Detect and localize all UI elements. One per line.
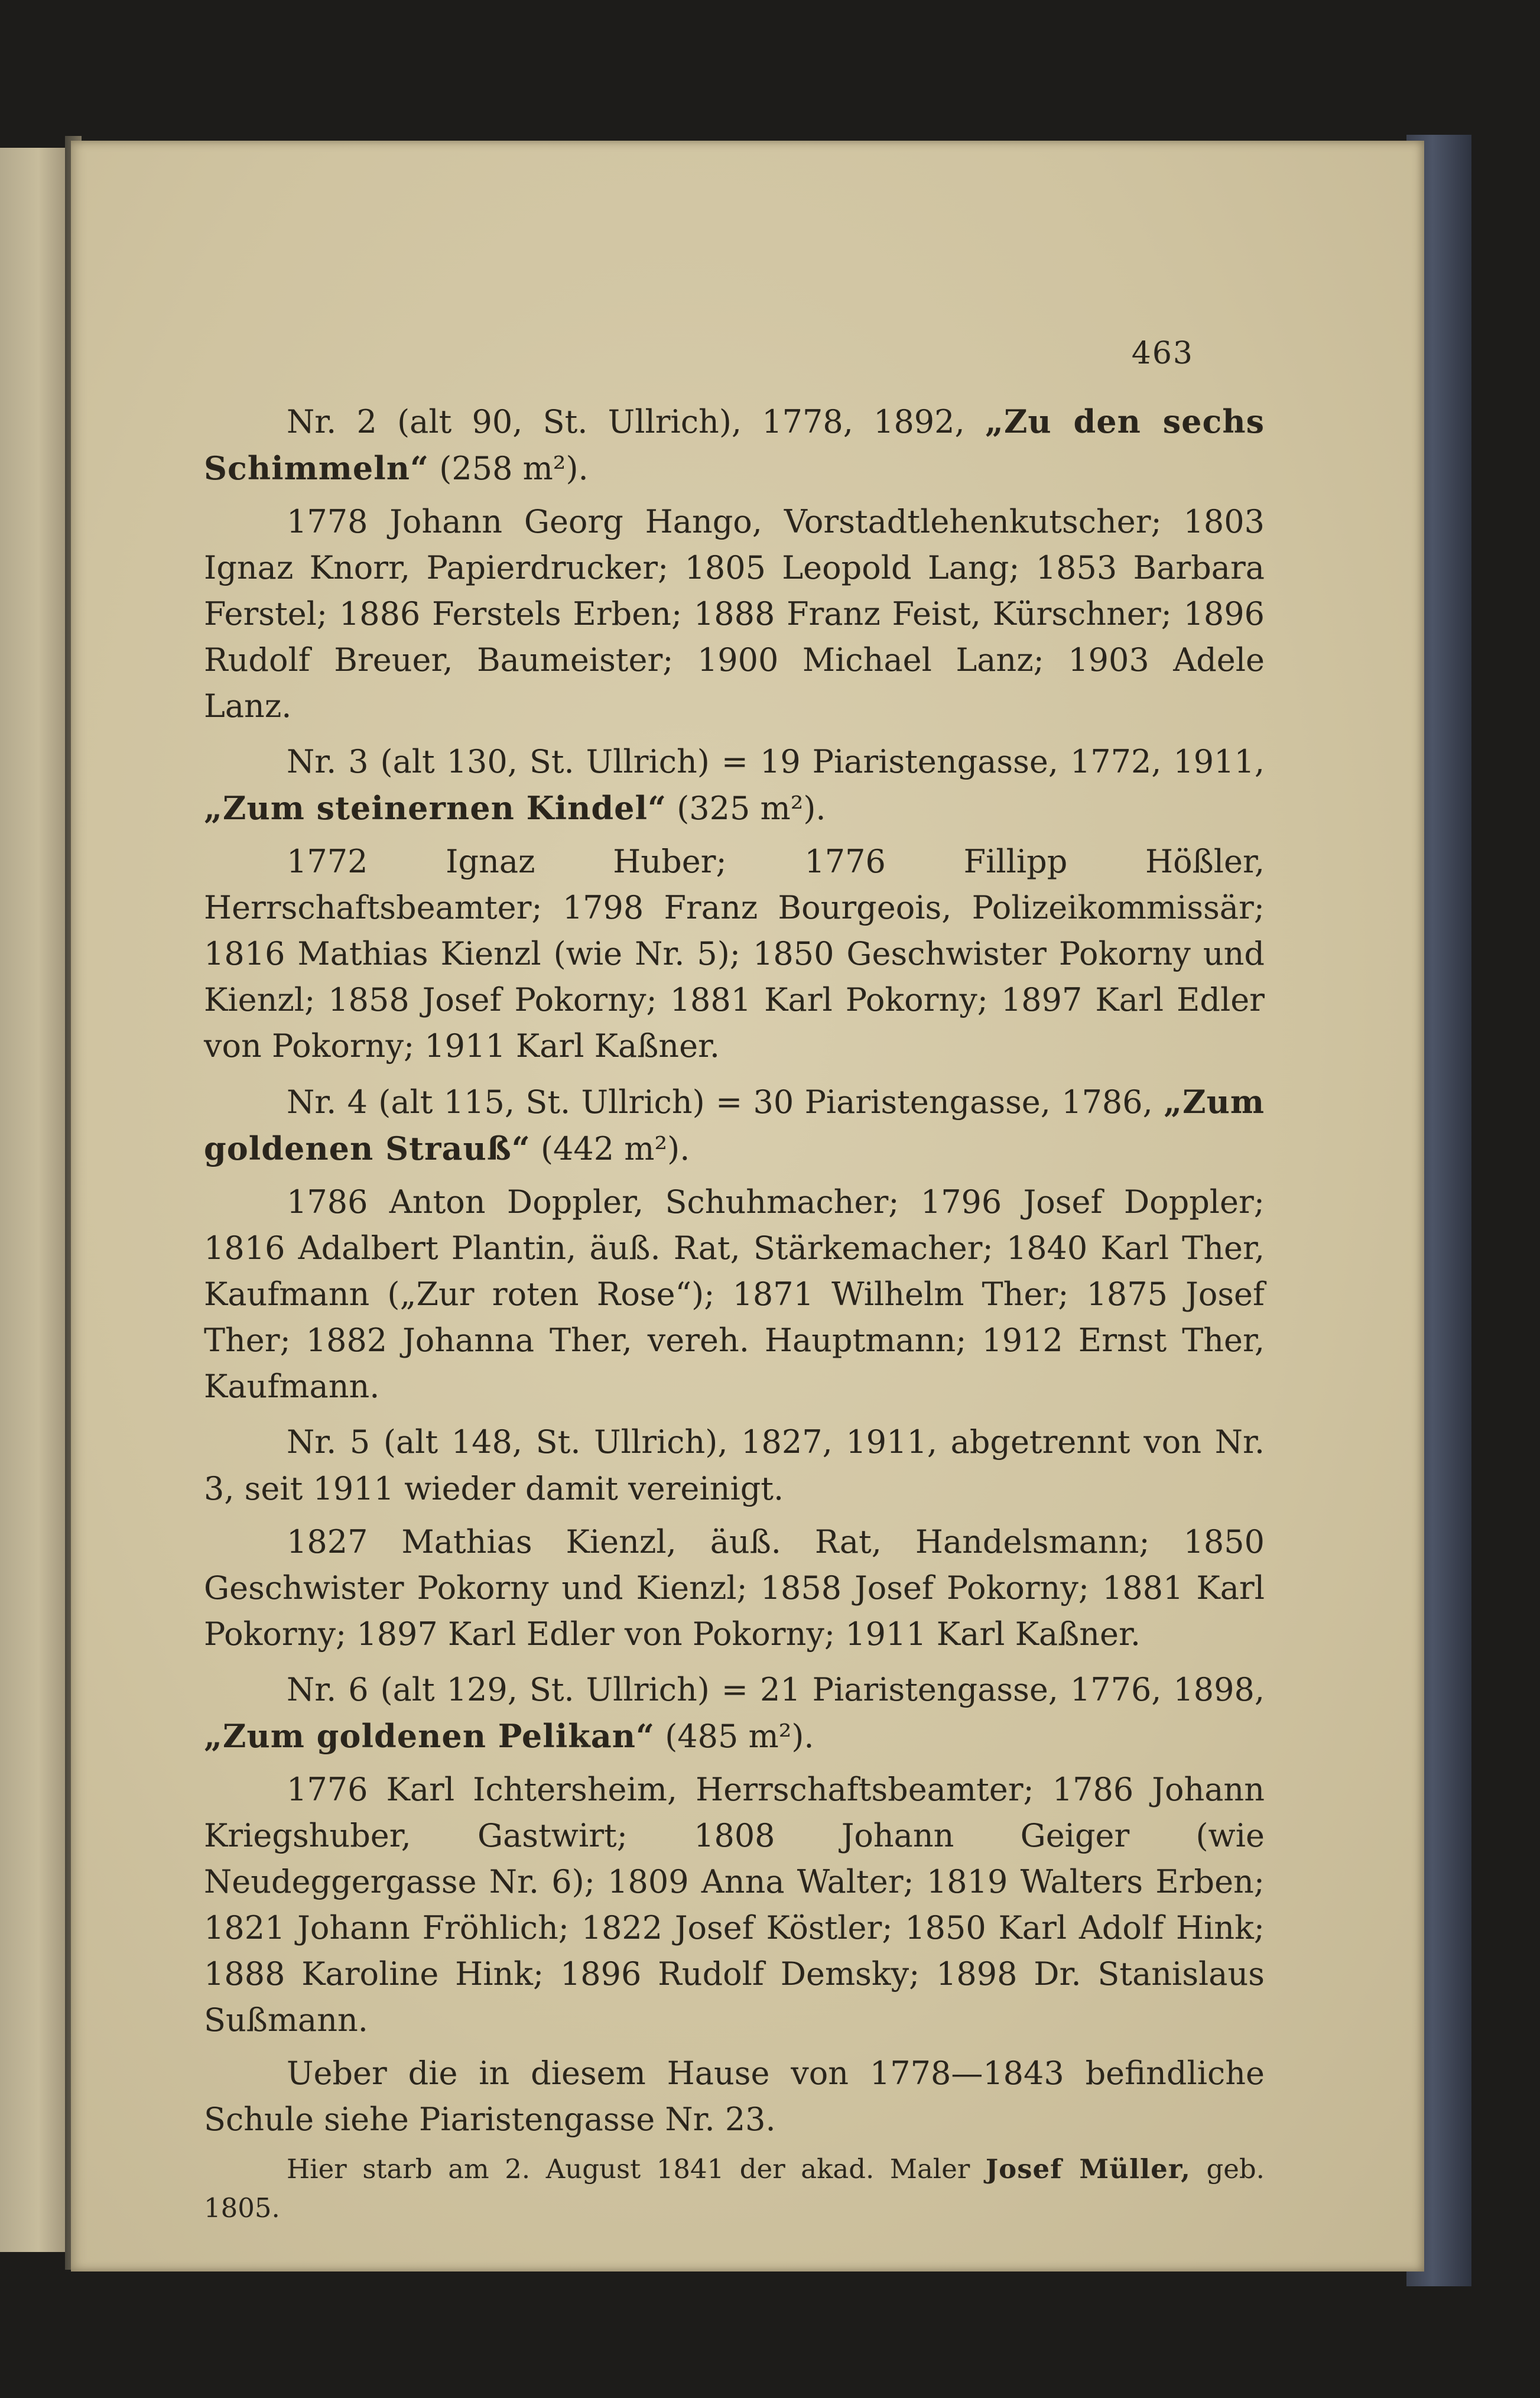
owner-history: 1827 Mathias Kienzl, äuß. Rat, Handelsmann; 1850 Geschwister Pokorny und Kienzl; 1858 Josef Pokorny; 1881 Karl Pokorny; 1897 Karl Edler von Pokorny; 1911 Karl Kaßner. [204, 1523, 1265, 1653]
entry-heading-text: Nr. 2 (alt 90, St. Ullrich), 1778, 1892, [287, 403, 985, 440]
left-page-edge [0, 148, 70, 2252]
entry-area: (325 m²). [667, 790, 826, 827]
house-name: „Zum goldenen Strauß“ [204, 1083, 1265, 1167]
owner-history: 1778 Johann Georg Hango, Vorstadtlehenkutscher; 1803 Ignaz Knorr, Papierdrucker; 1805 Leopold Lang; 1853 Barbara Ferstel; 1886 Ferstels Erben; 1888 Franz Feist, Kürschner; 1896 Rudolf Breuer, Baumeister; 1900 Michael Lanz; 1903 Adele Lanz. [204, 503, 1265, 725]
footnote-text: Hier starb am 2. August 1841 der akad. Maler [287, 2153, 986, 2185]
entry-area: (442 m²). [530, 1130, 690, 1167]
footnote-birth: geb. 1805. [204, 2153, 1265, 2224]
entry-heading-text: Nr. 4 (alt 115, St. Ullrich) = 30 Piaristengasse, 1786, [287, 1083, 1164, 1121]
entry-heading [204, 398, 1265, 492]
owner-history: 1786 Anton Doppler, Schuhmacher; 1796 Josef Doppler; 1816 Adalbert Plantin, äuß. Rat, Stärkemacher; 1840 Karl Ther, Kaufmann („Zur roten Rose“); 1871 Wilhelm Ther; 1875 Josef Ther; 1882 Johanna Ther, vereh. Hauptmann; 1912 Ernst Ther, Kaufmann. [204, 1183, 1265, 1405]
page-number: 463 [1131, 336, 1194, 371]
entry-heading [204, 739, 1265, 832]
book-page [71, 141, 1424, 2272]
school-note: Ueber die in diesem Hause von 1778—1843 befindliche Schule siehe Piaristengasse Nr. 23. [204, 2055, 1265, 2138]
entry-heading [204, 1419, 1265, 1512]
house-name: „Zum steinernen Kindel“ [204, 789, 667, 827]
house-name: „Zu den sechs Schimmeln“ [204, 403, 1265, 487]
footnote [204, 2150, 1265, 2228]
owner-history: 1772 Ignaz Huber; 1776 Fillipp Hößler, Herrschaftsbeamter; 1798 Franz Bourgeois, Polizeikommissär; 1816 Mathias Kienzl (wie Nr. 5); 1850 Geschwister Pokorny und Kienzl; 1858 Josef Pokorny; 1881 Karl Pokorny; 1897 Karl Edler von Pokorny; 1911 Karl Kaßner. [204, 843, 1265, 1065]
house-name: „Zum goldenen Pelikan“ [204, 1717, 655, 1755]
entry-heading-text: Nr. 5 (alt 148, St. Ullrich), 1827, 1911, abgetrennt von Nr. 3, seit 1911 wieder damit vereinigt. [204, 1423, 1265, 1507]
entry-heading-text: Nr. 6 (alt 129, St. Ullrich) = 21 Piaristengasse, 1776, 1898, [287, 1671, 1265, 1708]
entry-heading-text: Nr. 3 (alt 130, St. Ullrich) = 19 Piaristengasse, 1772, 1911, [287, 743, 1265, 780]
entry-area: (485 m²). [655, 1718, 814, 1755]
entry-heading [204, 1667, 1265, 1760]
entry-area: (258 m²). [429, 450, 589, 487]
footnote-name: Josef Müller, [985, 2153, 1191, 2185]
page-text [204, 389, 1265, 2254]
entry-heading [204, 1079, 1265, 1172]
owner-history: 1776 Karl Ichtersheim, Herrschaftsbeamter; 1786 Johann Kriegshuber, Gastwirt; 1808 Johann Geiger (wie Neudeggergasse Nr. 6); 1809 Anna Walter; 1819 Walters Erben; 1821 Johann Fröhlich; 1822 Josef Köstler; 1850 Karl Adolf Hink; 1888 Karoline Hink; 1896 Rudolf Demsky; 1898 Dr. Stanislaus Sußmann. [204, 1771, 1265, 2039]
